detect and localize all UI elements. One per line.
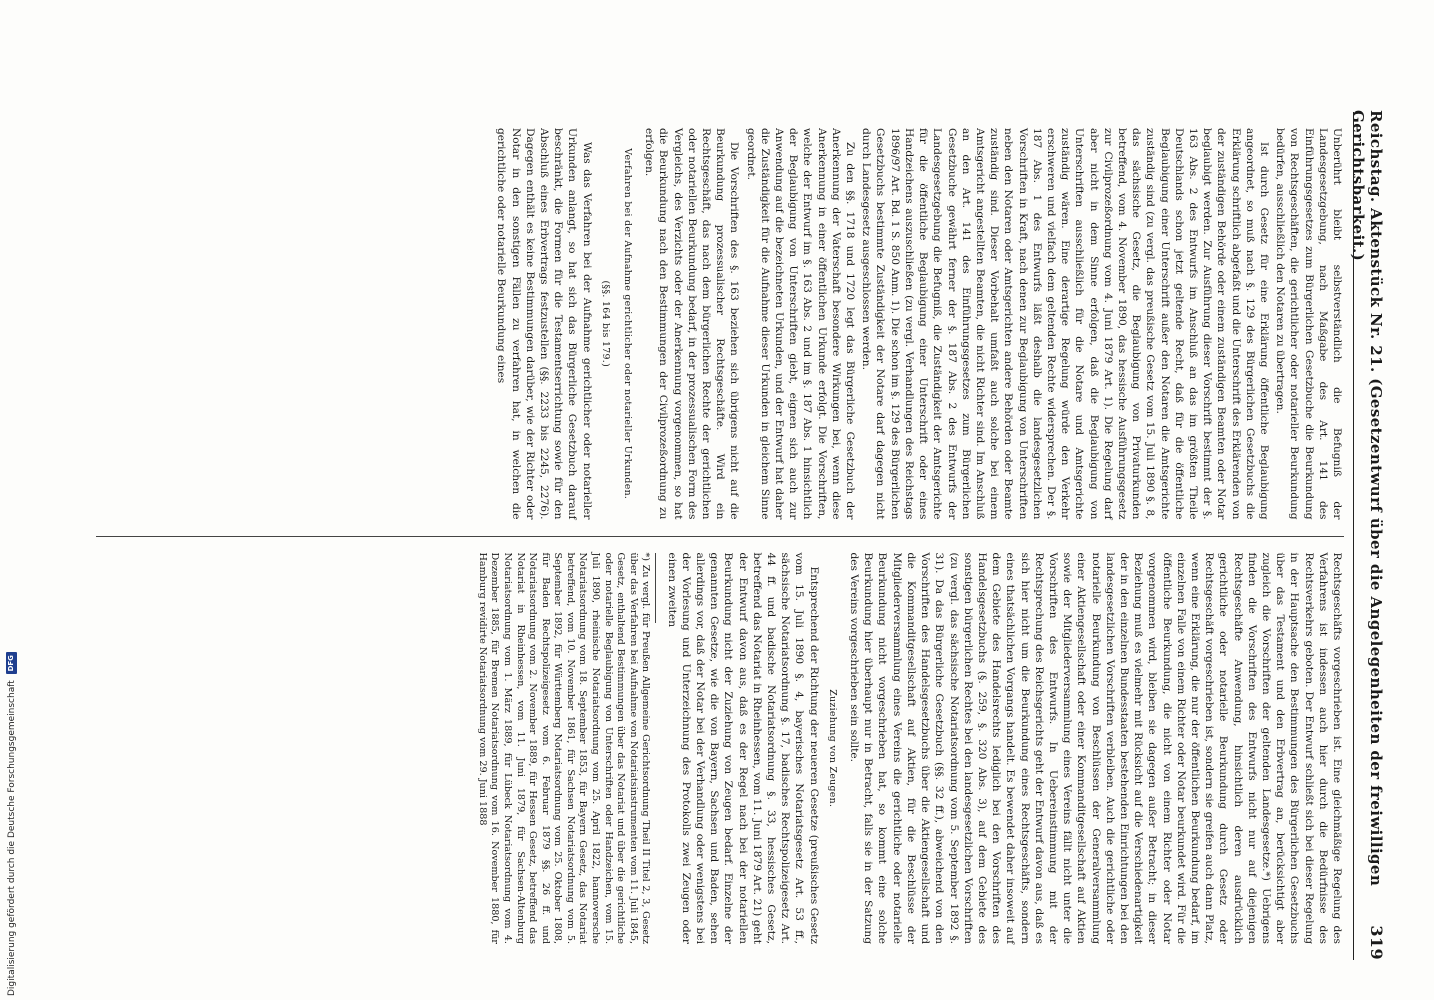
- paragraph: Unberührt bleibt selbstverständlich die Befugniß der Landesgesetzgebung, nach Maßgabe des Art. 141 des Einführungsgesetzes zum Bürgerlichen Gesetzbuche die Beurkundung von Rechtsgeschäften, die gerichtlicher oder notarieller Beurkundung bedürfen, ausschließlich den Notaren zu übertragen.: [1274, 128, 1343, 520]
- footnote: *) Zu vergl. für Preußen Allgemeine Gerichtsordnung Theil II Titel 2, 3, Gesetz über das Verfahren bei Aufnahme von Notariatsinstrumenten vom 11. Juli 1845, Gesetz, enthaltend Bestimmungen über das Notariat und über die gerichtliche oder notarielle Beglaubigung von Unterschriften oder Handzeichen, vom 15. Juli 1890, rheinische Notariatsordnung vom 25. April 1822, hannoversche Notariatsordnung vom 18. September 1853, für Bayern Gesetz, das Notariat betreffend, vom 10. November 1861, für Sachsen Notariatsordnung vom 5. September 1892, für Württemberg Notariatsordnung vom 25. Oktober 1808, für Baden Rechtspolizeigesetz vom 6. Februar 1879 §§. 26 ff. und Notariatsordnung vom 2. November 1889, für Hessen Gesetz, betreffend das Notariat in Rheinhessen, vom 11. Juni 1879, für Sachsen-Altenburg Notariatsordnung vom 1. März 1889, für Lübeck Notariatsordnung vom 4. Dezember 1885, für Bremen Notariatsordnung vom 16. November 1880, für Hamburg revidirte Notariatsordnung vom 29. Juni 1888: [476, 552, 652, 944]
- section-title: Zuziehung von Zeugen.: [826, 689, 838, 808]
- page-number: 319: [1367, 925, 1386, 960]
- left-column: [96, 112, 1344, 536]
- credit-text: Digitalisierung gefördert durch die Deutsche Forschungsgemeinschaft: [6, 680, 17, 996]
- page-header: [1349, 110, 1386, 960]
- paragraph: Was das Verfahren bei der Aufnahme gerichtlicher oder notarieller Urkunden anlangt, so hat sich das Bürgerliche Gesetzbuch darauf beschränkt, die Formen für die Testamentserrichtung sowie für den Abschluß eines Erbvertrags festzustellen (§§. 2233 bis 2245, 2276). Dagegen enthält es keine Bestimmungen darüber, wie der Richter oder Notar in den sonstigen Fällen zu verfahren hat, in welchen die gerichtliche oder notarielle Beurkundung eines: [495, 128, 593, 520]
- paragraph: Entsprechend der Richtung der neueren Gesetze (preußisches Gesetz vom 15. Juli 1890 §. 4, bayerisches Notariatsgesetz Art. 53 ff., sächsische Notariatsordnung §. 17, badisches Rechtspolizeigesetz Art. 44 ff. und badische Notariatsordnung §. 33, hessisches Gesetz, betreffend das Notariat in Rheinhessen, vom 11. Juni 1879 Art. 21) geht der Entwurf davon aus, daß es der Regel nach bei der notariellen Beurkundung nicht der Zuziehung von Zeugen bedarf. Einzelne der genannten Gesetze, wie die von Bayern, Sachsen und Baden, sehen allerdings vor, daß der Notar bei der Verhandlung oder wenigstens bei der Vorlesung und Unterzeichnung des Protokolls zwei Zeugen oder einen zweiten: [665, 552, 820, 944]
- section-title: Verfahren bei der Aufnahme gerichtlicher oder notarieller Urkunden.: [622, 148, 634, 500]
- right-column: [96, 536, 1344, 961]
- section-subtitle: (§§. 164 bis 179.): [599, 280, 611, 368]
- header-rule: [1353, 112, 1354, 960]
- paragraph: Zu den §§. 1718 und 1720 legt das Bürgerliche Gesetzbuch der Anerkennung der Vaterschaft besondere Wirkungen bei, wenn diese Anerkennung in einer öffentlichen Urkunde erfolgt. Die Vorschriften, welche der Entwurf im §. 163 Abs. 2 und im §. 187 Abs. 1 hinsichtlich der Beglaubigung von Unterschriften giebt, eignen sich auch zur Anwendung auf die bezeichneten Urkunden, und der Entwurf hat daher die Zuständigkeit für die Aufnahme dieser Urkunden in gleichem Sinne geordnet.: [744, 128, 857, 520]
- paragraph: Ist durch Gesetz für eine Erklärung öffentliche Beglaubigung angeordnet, so muß nach §. 129 des Bürgerlichen Gesetzbuchs die Erklärung schriftlich abgefaßt und die Unterschrift des Erklärenden von der zuständigen Behörde oder einem zuständigen Beamten oder Notar beglaubigt werden. Zur Ausführung dieser Vorschrift bestimmt der §. 163 Abs. 2 des Entwurfs im Anschluß an das im größten Theile Deutschlands schon jetzt geltende Recht, daß für die öffentliche Beglaubigung einer Unterschrift außer den Notaren die Amtsgerichte zuständig sind (zu vergl. das preußische Gesetz vom 15. Juli 1890 §. 8, das sächsische Gesetz, die Beglaubigung von Privaturkunden betreffend, vom 4. November 1890, das hessische Ausführungsgesetz zur Civilprozeßordnung vom 4. Juni 1879 Art. 1). Die Regelung darf aber nicht in dem Sinne erfolgen, daß die Beglaubigung von Unterschriften ausschließlich für die Notare und Amtsgerichte zuständig wären. Eine derartige Regelung würde den Verkehr erschweren und vielfach dem geltenden Rechte widersprechen. Der §. 187 Abs. 1 des Entwurfs läßt deshalb die landesgesetzlichen Vorschriften in Kraft, nach denen zur Beglaubigung von Unterschriften neben den Notaren oder Amtsgerichten andere Behörden oder Beamte zuständig sind. Dieser Vorbehalt umfaßt auch solche bei einem Amtsgericht angestellten Beamten, die nicht Richter sind. Im Anschluß an den Art. 141 des Einführungsgesetzes zum Bürgerlichen Gesetzbuche gewährt ferner der §. 187 Abs. 2 des Entwurfs der Landesgesetzgebung die Befugniß, die Zuständigkeit der Amtsgerichte für die öffentliche Beglaubigung einer Unterschrift oder eines Handzeichens auszuschließen (zu vergl. Verhandlungen des Reichstags 1896/97 Art. Bd. 1 S. 850 Anm. 1). Die schon im §. 129 des Bürgerlichen Gesetzbuchs bestimmte Zuständigkeit der Notare darf dagegen nicht durch Landesgesetz ausgeschlossen werden.: [860, 128, 1270, 520]
- paragraph: Rechtsgeschäfts vorgeschrieben ist. Eine gleichmäßige Regelung des Verfahrens ist indessen auch hier durch die Bedürfnisse des Rechtsverkehrs geboten. Der Entwurf schließt sich bei dieser Regelung in der Hauptsache den Bestimmungen des Bürgerlichen Gesetzbuchs über das Testament und den Erbvertrag an, berücksichtigt aber zugleich die Vorschriften der geltenden Landesgesetze.*) Uebrigens finden die Vorschriften des Entwurfs nicht nur auf diejenigen Rechtsgeschäfte Anwendung, hinsichtlich deren ausdrücklich gerichtliche oder notarielle Beurkundung durch Gesetz oder Rechtsgeschäft vorgeschrieben ist, sondern sie greifen auch dann Platz, wenn eine Erklärung, die nur der öffentlichen Beurkundung bedarf, im einzelnen Falle von einem Richter oder Notar beurkundet wird. Für die öffentliche Beurkundung, die nicht von einem Richter oder Notar vorgenommen wird, bleiben sie dagegen außer Betracht; in dieser Beziehung muß es vielmehr mit Rücksicht auf die Verschiedenartigkeit der in den einzelnen Bundesstaaten bestehenden Einrichtungen bei den landesgesetzlichen Vorschriften verbleiben. Auch die gerichtliche oder notarielle Beurkundung von Beschlüssen der Generalversammlung einer Aktiengesellschaft oder einer Kommanditgesellschaft auf Aktien sowie der Mitgliederversammlung eines Vereins fällt nicht unter die Vorschriften des Entwurfs. In Uebereinstimmung mit der Rechtsprechung des Reichsgerichts geht der Entwurf davon aus, daß es sich hier nicht um die Beurkundung eines Rechtsgeschäfts, sondern eines thatsächlichen Vorgangs handelt. Es bewendet daher insoweit auf dem Gebiete des Handelsrechts lediglich bei den Vorschriften des Handelsgesetzbuchs (§. 259, §. 320 Abs. 3), auf dem Gebiete des sonstigen bürgerlichen Rechtes bei den landesgesetzlichen Vorschriften (zu vergl. das sächsische Notariatsordnung vom 5. September 1892 §. 31). Da das Bürgerliche Gesetzbuch (§§. 32 ff.), abweichend von den Vorschriften des Handelsgesetzbuchs über die Aktiengesellschaft und die Kommanditgesellschaft auf Aktien, für die Beschlüsse der Mitgliederversammlung eines Vereins die gerichtliche oder notarielle Beurkundung nicht vorgeschrieben hat, so kommt eine solche Beurkundung hier überhaupt nur in Betracht, falls sie in der Satzung des Vereins vorgeschrieben sein sollte.: [848, 552, 1343, 944]
- running-title: Reichstag. Aktenstück Nr. 21. (Gesetzentwurf über die Angelegenheiten der freiwilligen Gerichtsbarkeit.): [1349, 110, 1385, 887]
- paragraph: Die Vorschriften des §. 163 beziehen sich übrigens nicht auf die Beurkundung prozessualischer Rechtsgeschäfte. Wird ein Rechtsgeschäft, das nach dem bürgerlichen Rechte der gerichtlichen oder notariellen Beurkundung bedarf, in der prozessualischen Form des Vergleichs, des Verzichts oder der Anerkennung vorgenommen, so hat die Beurkundung nach den Bestimmungen der Civilprozeßordnung zu erfolgen.: [643, 128, 741, 520]
- text-columns: [96, 112, 1344, 960]
- dfg-logo-icon: DFG: [6, 652, 17, 674]
- footnote-rule: [655, 553, 656, 623]
- digitization-credit: [6, 652, 17, 996]
